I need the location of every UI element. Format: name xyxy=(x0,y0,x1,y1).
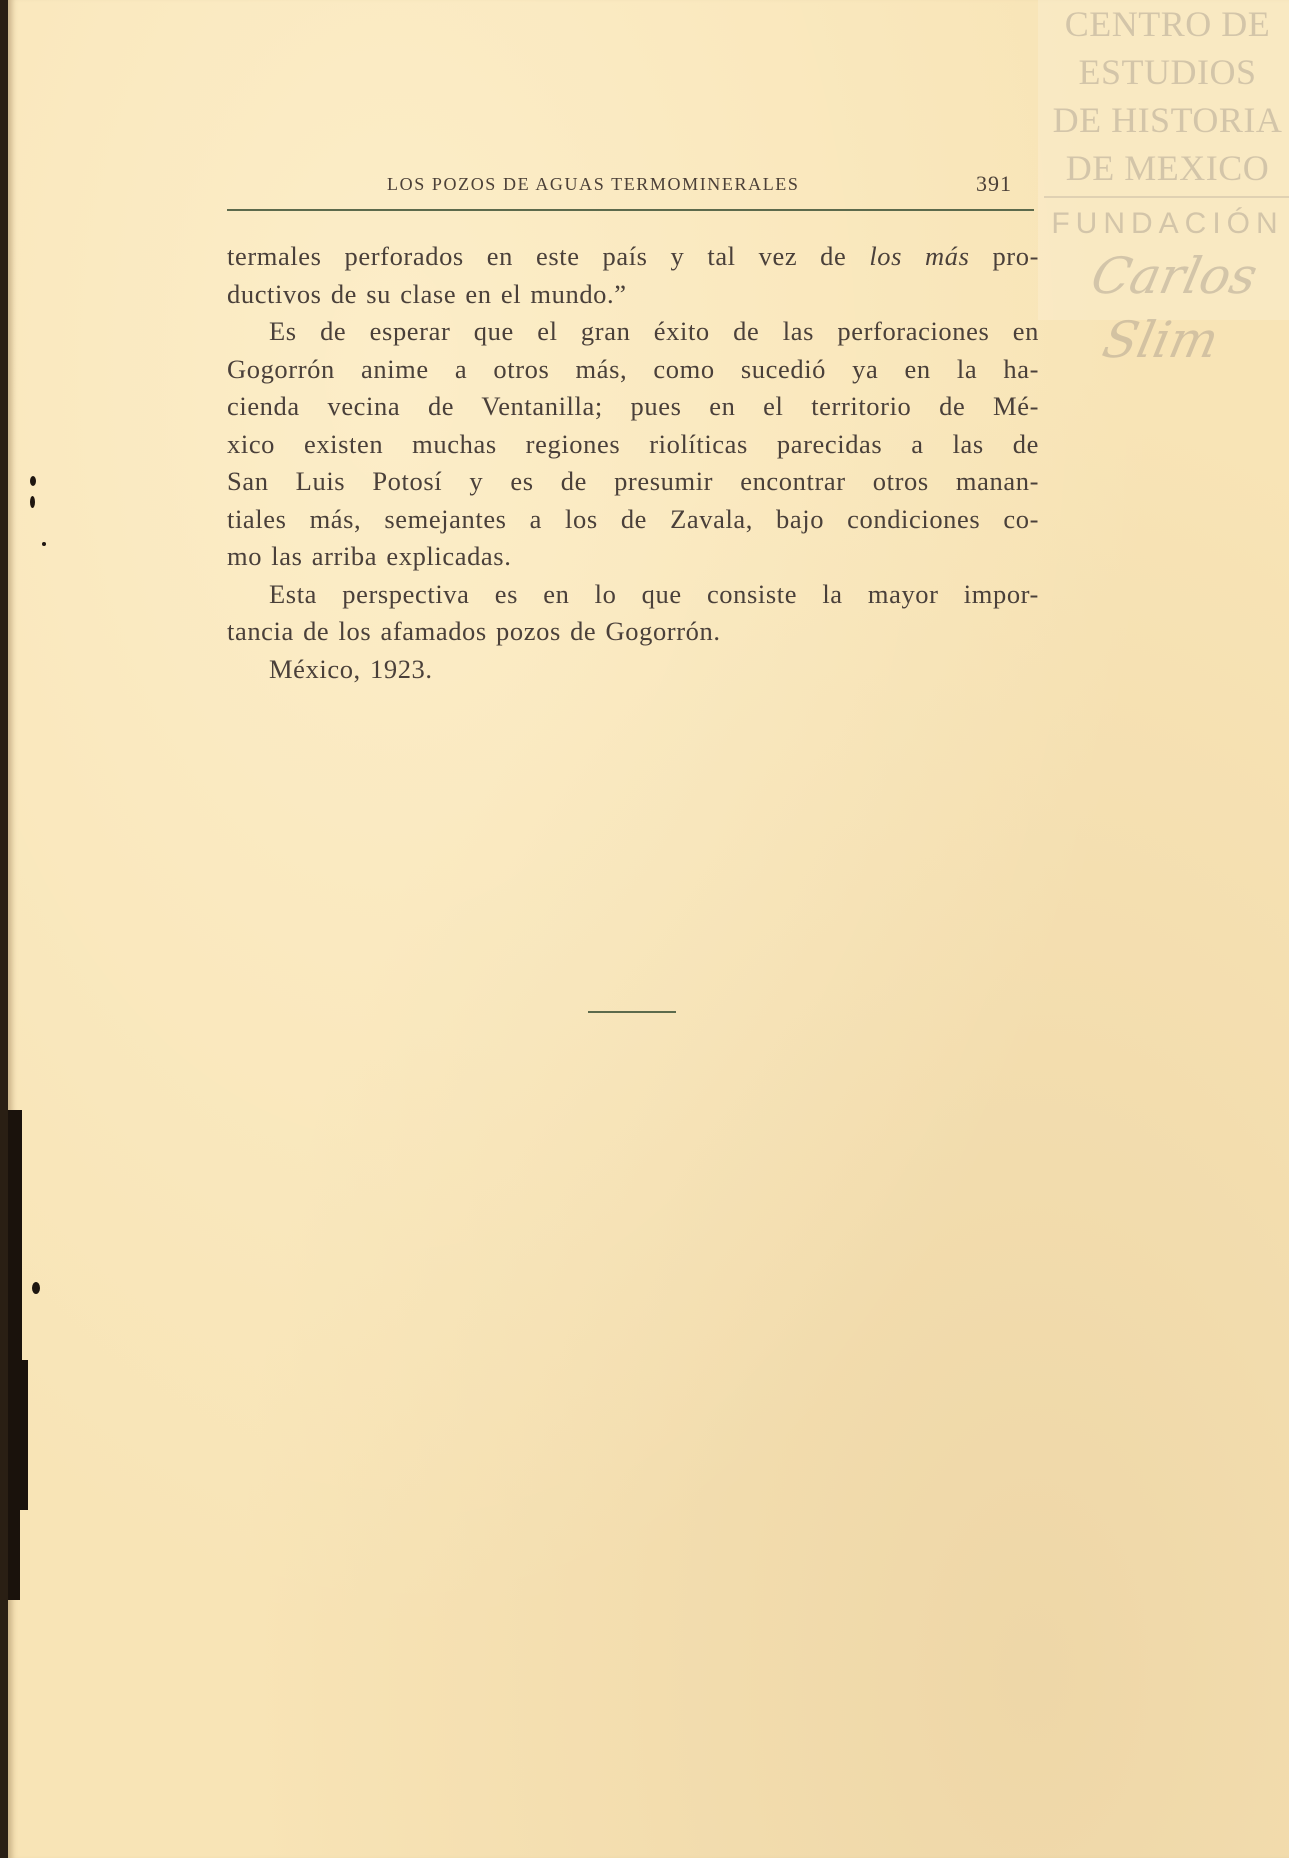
watermark-line: DE MEXICO xyxy=(1065,148,1270,188)
ink-speck xyxy=(30,476,36,486)
left-edge-damage xyxy=(8,1360,28,1510)
text-line: mo las arriba explicadas. xyxy=(227,541,512,571)
page-number: 391 xyxy=(976,171,1012,196)
text-line: tancia de los afamados pozos de Gogorrón. xyxy=(227,616,721,646)
running-title: LOS POZOS DE AGUAS TERMOMINERALES xyxy=(387,174,800,194)
text-line: Es de esperar que el gran éxito de las perforaciones en xyxy=(269,316,1039,346)
end-of-article-rule xyxy=(588,1011,676,1013)
left-edge-damage xyxy=(8,1510,20,1600)
watermark-foundation: FUNDACIÓN xyxy=(1051,207,1284,240)
ink-speck xyxy=(42,542,46,546)
text-segment: pro- xyxy=(969,241,1040,271)
text-line: San Luis Potosí y es de presumir encontrar otros manan- xyxy=(227,466,1039,496)
closing-dateline: México, 1923. xyxy=(269,653,433,684)
text-segment: termales perforados en este país y tal vez de xyxy=(227,241,870,271)
header-rule xyxy=(227,209,1034,211)
page-header xyxy=(227,170,1034,206)
watermark-signature: Carlos Slim xyxy=(1086,247,1263,369)
text-line: Esta perspectiva es en lo que consiste la mayor impor- xyxy=(269,578,1039,609)
text-line: Gogorrón anime a otros más, como sucedió ya en la ha- xyxy=(227,353,1039,384)
text-line xyxy=(227,238,1039,276)
body-text xyxy=(227,238,1039,688)
italic-phrase: los más xyxy=(869,241,970,271)
watermark-divider xyxy=(1044,196,1289,198)
text-line: ductivos de su clase en el mundo.” xyxy=(227,278,627,309)
text-line: tiales más, semejantes a los de Zavala, bajo condiciones co- xyxy=(227,503,1039,534)
watermark-line: CENTRO DE xyxy=(1064,4,1271,44)
watermark-line: DE HISTORIA xyxy=(1052,100,1283,140)
text-line: xico existen muchas regiones riolíticas parecidas a las de xyxy=(227,428,1039,459)
text-line: cienda vecina de Ventanilla; pues en el territorio de Mé- xyxy=(227,391,1039,421)
left-edge-damage xyxy=(8,1110,22,1360)
archive-watermark xyxy=(1038,0,1289,369)
ink-speck xyxy=(32,1282,40,1294)
ink-speck xyxy=(30,496,35,508)
watermark-line: ESTUDIOS xyxy=(1078,52,1257,92)
